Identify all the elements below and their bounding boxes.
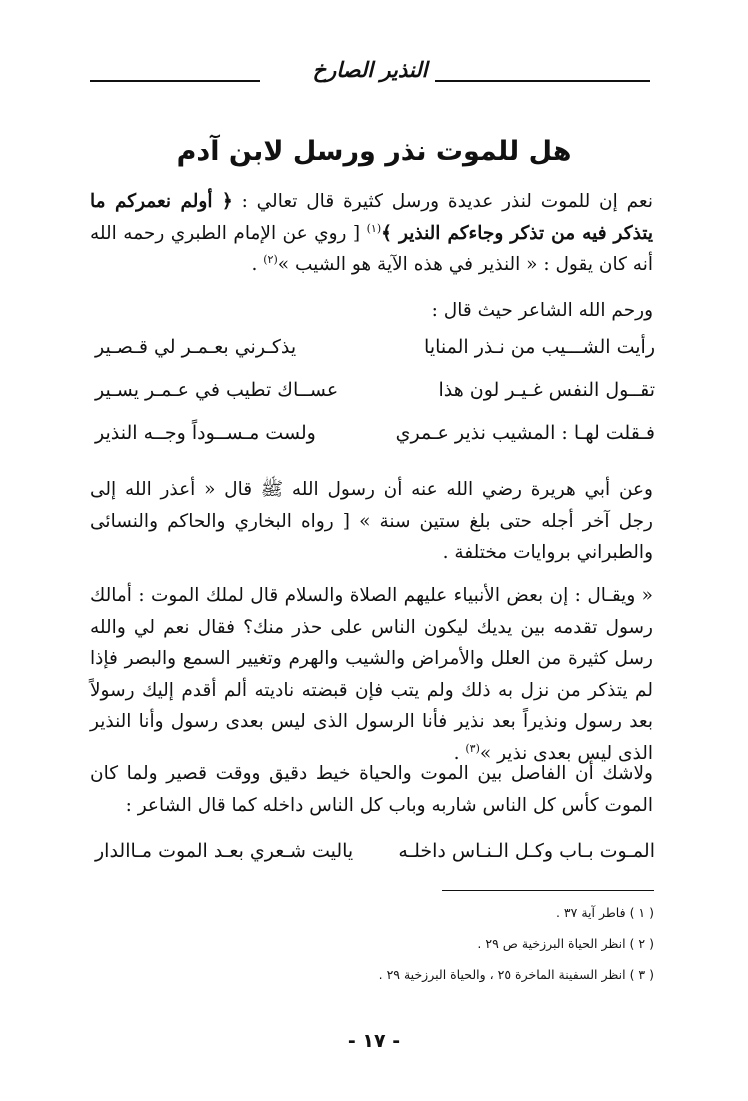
p4-text: « ويقـال : إن بعض الأنبياء عليهم الصلاة والسلام قال لملك الموت : أمالك رسول تقدمه بين يديك ليكون الناس على حذر منك؟ فقال نعم لي والله رسل كثيرة من العلل والأمراض والشيب والهرم وتغيير السمع والبصر فإذا لم يتذكر من نزل به ذلك ولم يتب فإن قبضته ناديته ألم أقدم إليك رسولاً بعد رسول ونذيراً بعد نذير فأنا الرسول الذى ليس بعدى رسول وأنا النذير الذى ليس بعدى نذير » — [90, 585, 653, 764]
hemistich-second: ياليت شـعري بعـد الموت مـاالدار — [95, 840, 354, 862]
p1-tabari: [ روي عن الإمام الطبري رحمه الله أنه كان يقول : « النذير في هذه الآية هو الشيب » — [90, 222, 653, 275]
poem-verse-3 — [95, 422, 655, 452]
poem-verse-4 — [95, 840, 655, 870]
footnote-ref-3: (٣) — [465, 741, 480, 755]
header-title: النذير الصارخ — [312, 58, 428, 82]
footnote-2: ( ٢ ) انظر الحياة البرزخية ص ٢٩ . — [477, 936, 654, 951]
hemistich-second: ولست مـســوداً وجــه النذير — [95, 422, 316, 444]
running-header — [90, 58, 650, 88]
paragraph-5: ولاشك أن الفاصل بين الموت والحياة خيط دقيق ووقت قصير ولما كان الموت كأس كل الناس شاربه وباب كل الناس داخله كما قال الشاعر : — [90, 763, 653, 816]
footnote-1: ( ١ ) فاطر آية ٣٧ . — [555, 905, 654, 920]
footnote-separator — [442, 890, 654, 891]
page-number: - ١٧ - — [347, 1030, 401, 1052]
hemistich-second: يذكـرني بعـمـر لي قـصـير — [95, 336, 297, 358]
paragraph-2: ورحم الله الشاعر حيث قال : — [431, 300, 653, 321]
p1-end: . — [251, 254, 258, 275]
paragraph-4 — [90, 580, 653, 769]
hemistich-first: فـقلت لهـا : المشيب نذير عـمري — [395, 422, 655, 444]
chapter-title: هل للموت نذر ورسل لابن آدم — [176, 136, 572, 167]
hemistich-first: رأيت الشـــيب من نـذر المنايا — [424, 336, 655, 358]
hemistich-first: تقــول النفس غـيـر لون هذا — [438, 379, 655, 401]
footnote-ref-1: (١) — [366, 221, 382, 235]
footnote-3: ( ٣ ) انظر السفينة الماخرة ٢٥ ، والحياة البرزخية ٢٩ . — [378, 967, 654, 982]
poem-verse-1 — [95, 336, 655, 366]
paragraph-1 — [90, 186, 653, 281]
p4-end: . — [453, 742, 460, 764]
quran-verse: ﴿ أولم نعمركم ما يتذكر فيه من تذكر وجاءكم النذير ﴾ — [90, 191, 654, 244]
p1-intro: نعم إن للموت لنذر عديدة ورسل كثيرة قال تعالي : — [241, 191, 653, 212]
hemistich-second: عســاك تطيب في عـمـر يسـير — [95, 379, 339, 401]
hadith-source: [ رواه البخاري والحاكم والنسائى والطبراني بروايات مختلفة . — [90, 510, 653, 563]
hadith-text: وعن أبي هريرة رضي الله عنه أن رسول الله ﷺ قال « أعذر الله إلى رجل آخر أجله حتى بلغ ستين سنة » — [90, 479, 653, 532]
hemistich-first: المـوت بـاب وكـل الـنـاس داخلـه — [398, 840, 655, 862]
poem-verse-2 — [95, 379, 655, 409]
footnote-ref-2: (٢) — [263, 252, 278, 266]
paragraph-3 — [90, 474, 653, 569]
